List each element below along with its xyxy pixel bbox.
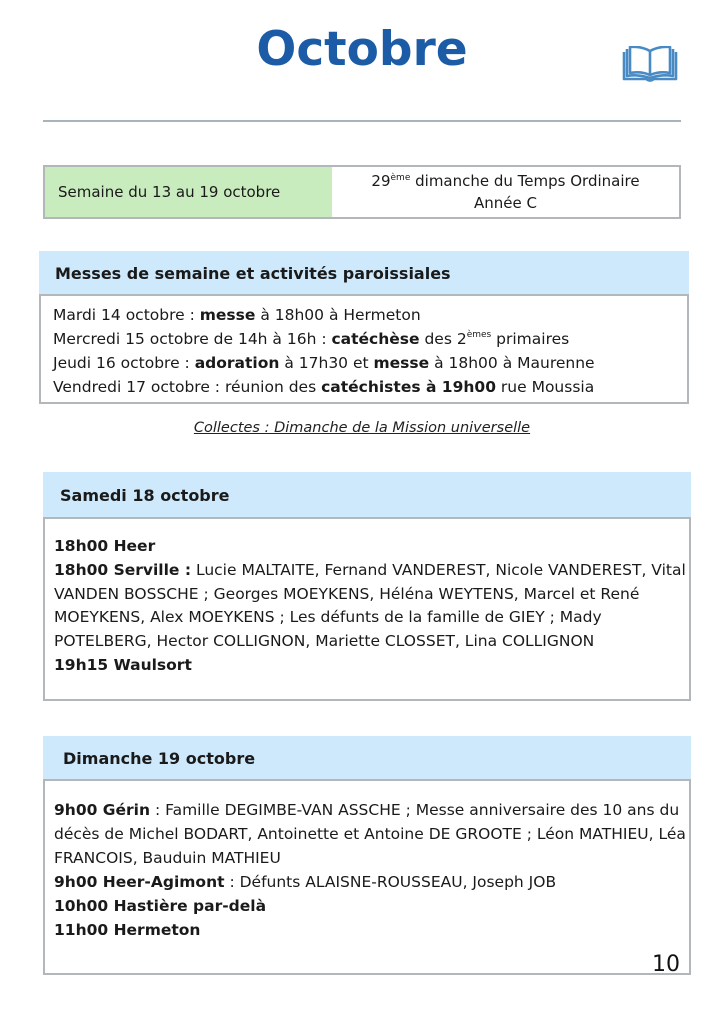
weekday-section-title: Messes de semaine et activités paroissiales [39,251,689,295]
header-divider [43,120,681,122]
liturgical-sunday [332,167,679,217]
mass-entry: 19h15 Waulsort [54,655,192,674]
sunday-ordinal: ème [390,173,411,183]
mass-entry: 18h00 Serville : Lucie MALTAITE, Fernand VANDEREST, Nicole VANDEREST, Vital VANDEN BOSSCHE ; Georges MOEYKENS, Héléna WEYTENS, Marcel et René MOEYKENS, Alex MOEYKENS ; Les défunts de la famille de GIEY ; Mady POTELBERG, Hector COLLIGNON, Mariette CLOSSET, Lina COLLIGNON [54,560,686,651]
weekday-activities-list [39,294,689,404]
mass-entry: 11h00 Hermeton [54,921,201,939]
collection-note: Collectes : Dimanche de la Mission universelle [193,420,531,436]
mass-entry: 9h00 Gérin : Famille DEGIMBE-VAN ASSCHE ; Messe anniversaire des 10 ans du décès de Michel BODART, Antoinette et Antoine DE GROOTE ; Léon MATHIEU, Léa FRANCOIS, Bauduin MATHIEU [54,801,686,867]
open-book-icon [620,46,680,84]
week-range-label: Semaine du 13 au 19 octobre [45,167,332,217]
saturday-masses [43,517,691,701]
mass-entry: 9h00 Heer-Agimont : Défunts ALAISNE-ROUSSEAU, Joseph JOB [54,873,557,891]
saturday-section-title: Samedi 18 octobre [43,472,691,518]
mass-entry: 10h00 Hastière par-delà [54,897,267,915]
page-title: Octobre [256,22,468,77]
activity-line: Jeudi 16 octobre : adoration à 17h30 et messe à 18h00 à Maurenne [53,354,595,372]
activity-line: Vendredi 17 octobre : réunion des catéchistes à 19h00 rue Moussia [53,378,595,396]
sunday-number: 29 [371,172,391,190]
sunday-masses [43,779,691,975]
mass-entry: 18h00 Heer [54,537,156,555]
activity-line: Mercredi 15 octobre de 14h à 16h : catéchèse des 2èmes primaires [53,330,570,348]
page-number: 10 [652,952,680,977]
activity-line: Mardi 14 octobre : messe à 18h00 à Hermeton [53,306,421,324]
sunday-text: dimanche du Temps Ordinaire [410,172,640,190]
week-info-box [43,165,681,219]
liturgical-year: Année C [474,194,537,212]
sunday-section-title: Dimanche 19 octobre [43,736,691,780]
